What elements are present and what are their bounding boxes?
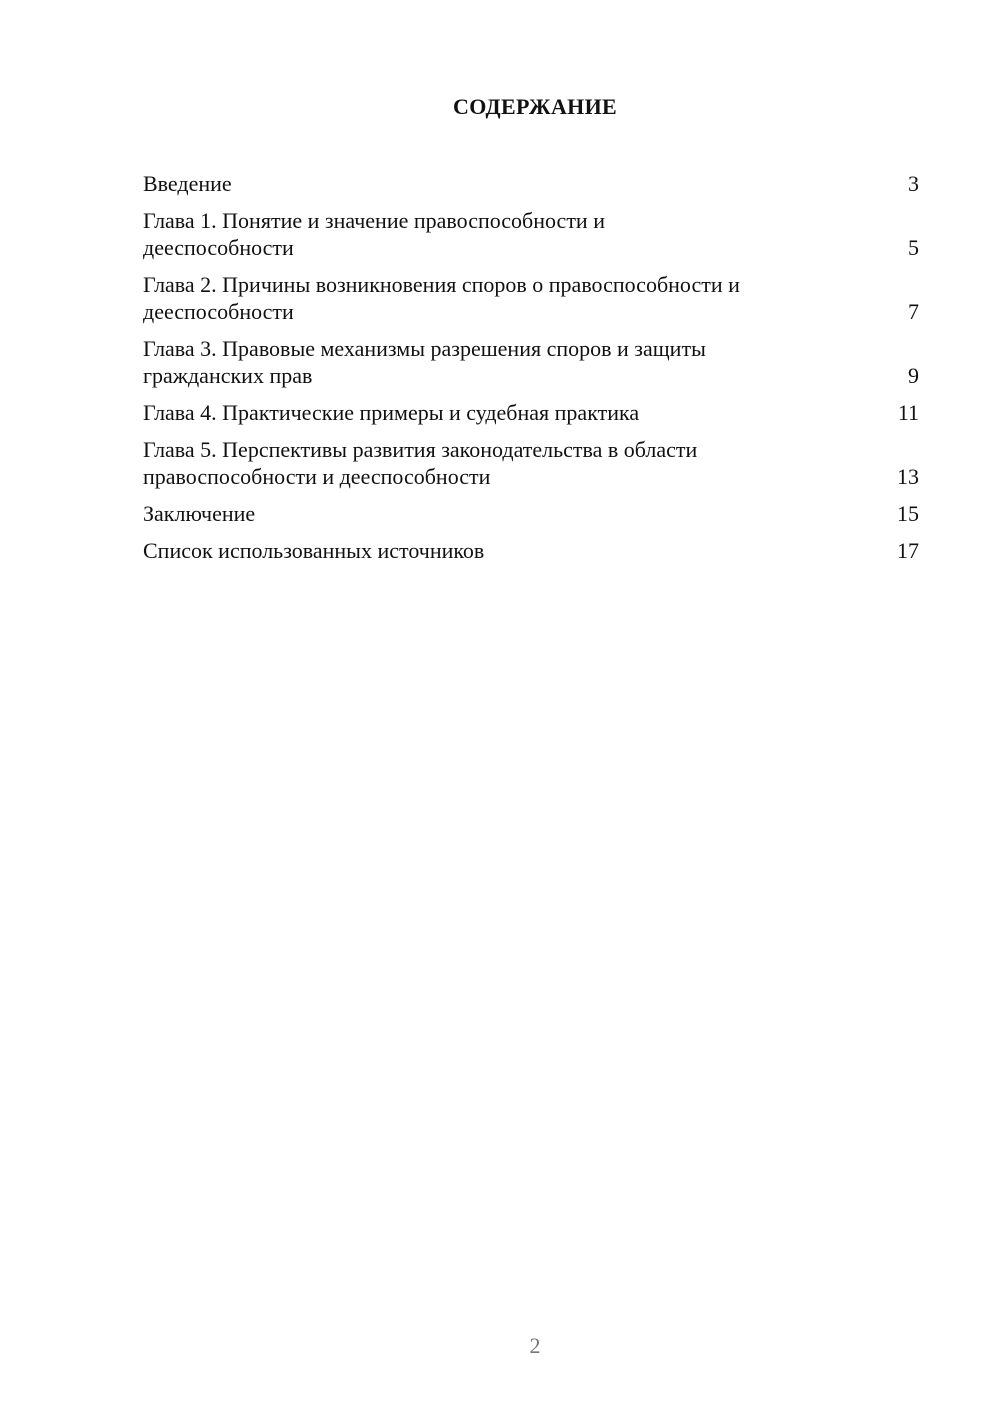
toc-item-references[interactable]	[143, 537, 919, 564]
toc-item-chapter-4[interactable]	[143, 399, 919, 426]
toc-item-introduction[interactable]	[143, 170, 919, 197]
toc-item-page: 7	[908, 299, 919, 324]
toc-item-conclusion[interactable]	[143, 500, 919, 527]
toc-item-chapter-3[interactable]	[143, 335, 919, 389]
toc-item-label: Заключение	[143, 501, 256, 526]
table-of-contents	[143, 170, 919, 574]
toc-item-chapter-2[interactable]	[143, 271, 919, 325]
toc-item-chapter-5[interactable]	[143, 436, 919, 490]
toc-item-chapter-1[interactable]	[143, 207, 919, 261]
toc-item-page: 9	[908, 363, 919, 388]
toc-item-label: Глава 2. Причины возникновения споров о правоспособности и дееспособности	[143, 272, 740, 324]
toc-item-label: Список использованных источников	[143, 538, 485, 563]
toc-item-page: 5	[908, 235, 919, 260]
page-number: 2	[529, 1333, 541, 1358]
toc-item-page: 11	[897, 400, 919, 425]
toc-item-page: 15	[897, 501, 919, 526]
page-title: СОДЕРЖАНИЕ	[453, 94, 617, 119]
toc-item-page: 13	[897, 464, 919, 489]
toc-item-label: Глава 1. Понятие и значение правоспособности и дееспособности	[143, 208, 605, 260]
toc-item-label: Глава 3. Правовые механизмы разрешения споров и защиты гражданских прав	[143, 336, 706, 388]
toc-item-label: Глава 5. Перспективы развития законодательства в области правоспособности и дееспособности	[143, 437, 698, 489]
toc-item-label: Глава 4. Практические примеры и судебная практика	[143, 400, 640, 425]
toc-item-page: 17	[897, 538, 919, 563]
toc-item-page: 3	[908, 171, 919, 196]
toc-item-label: Введение	[143, 171, 232, 196]
